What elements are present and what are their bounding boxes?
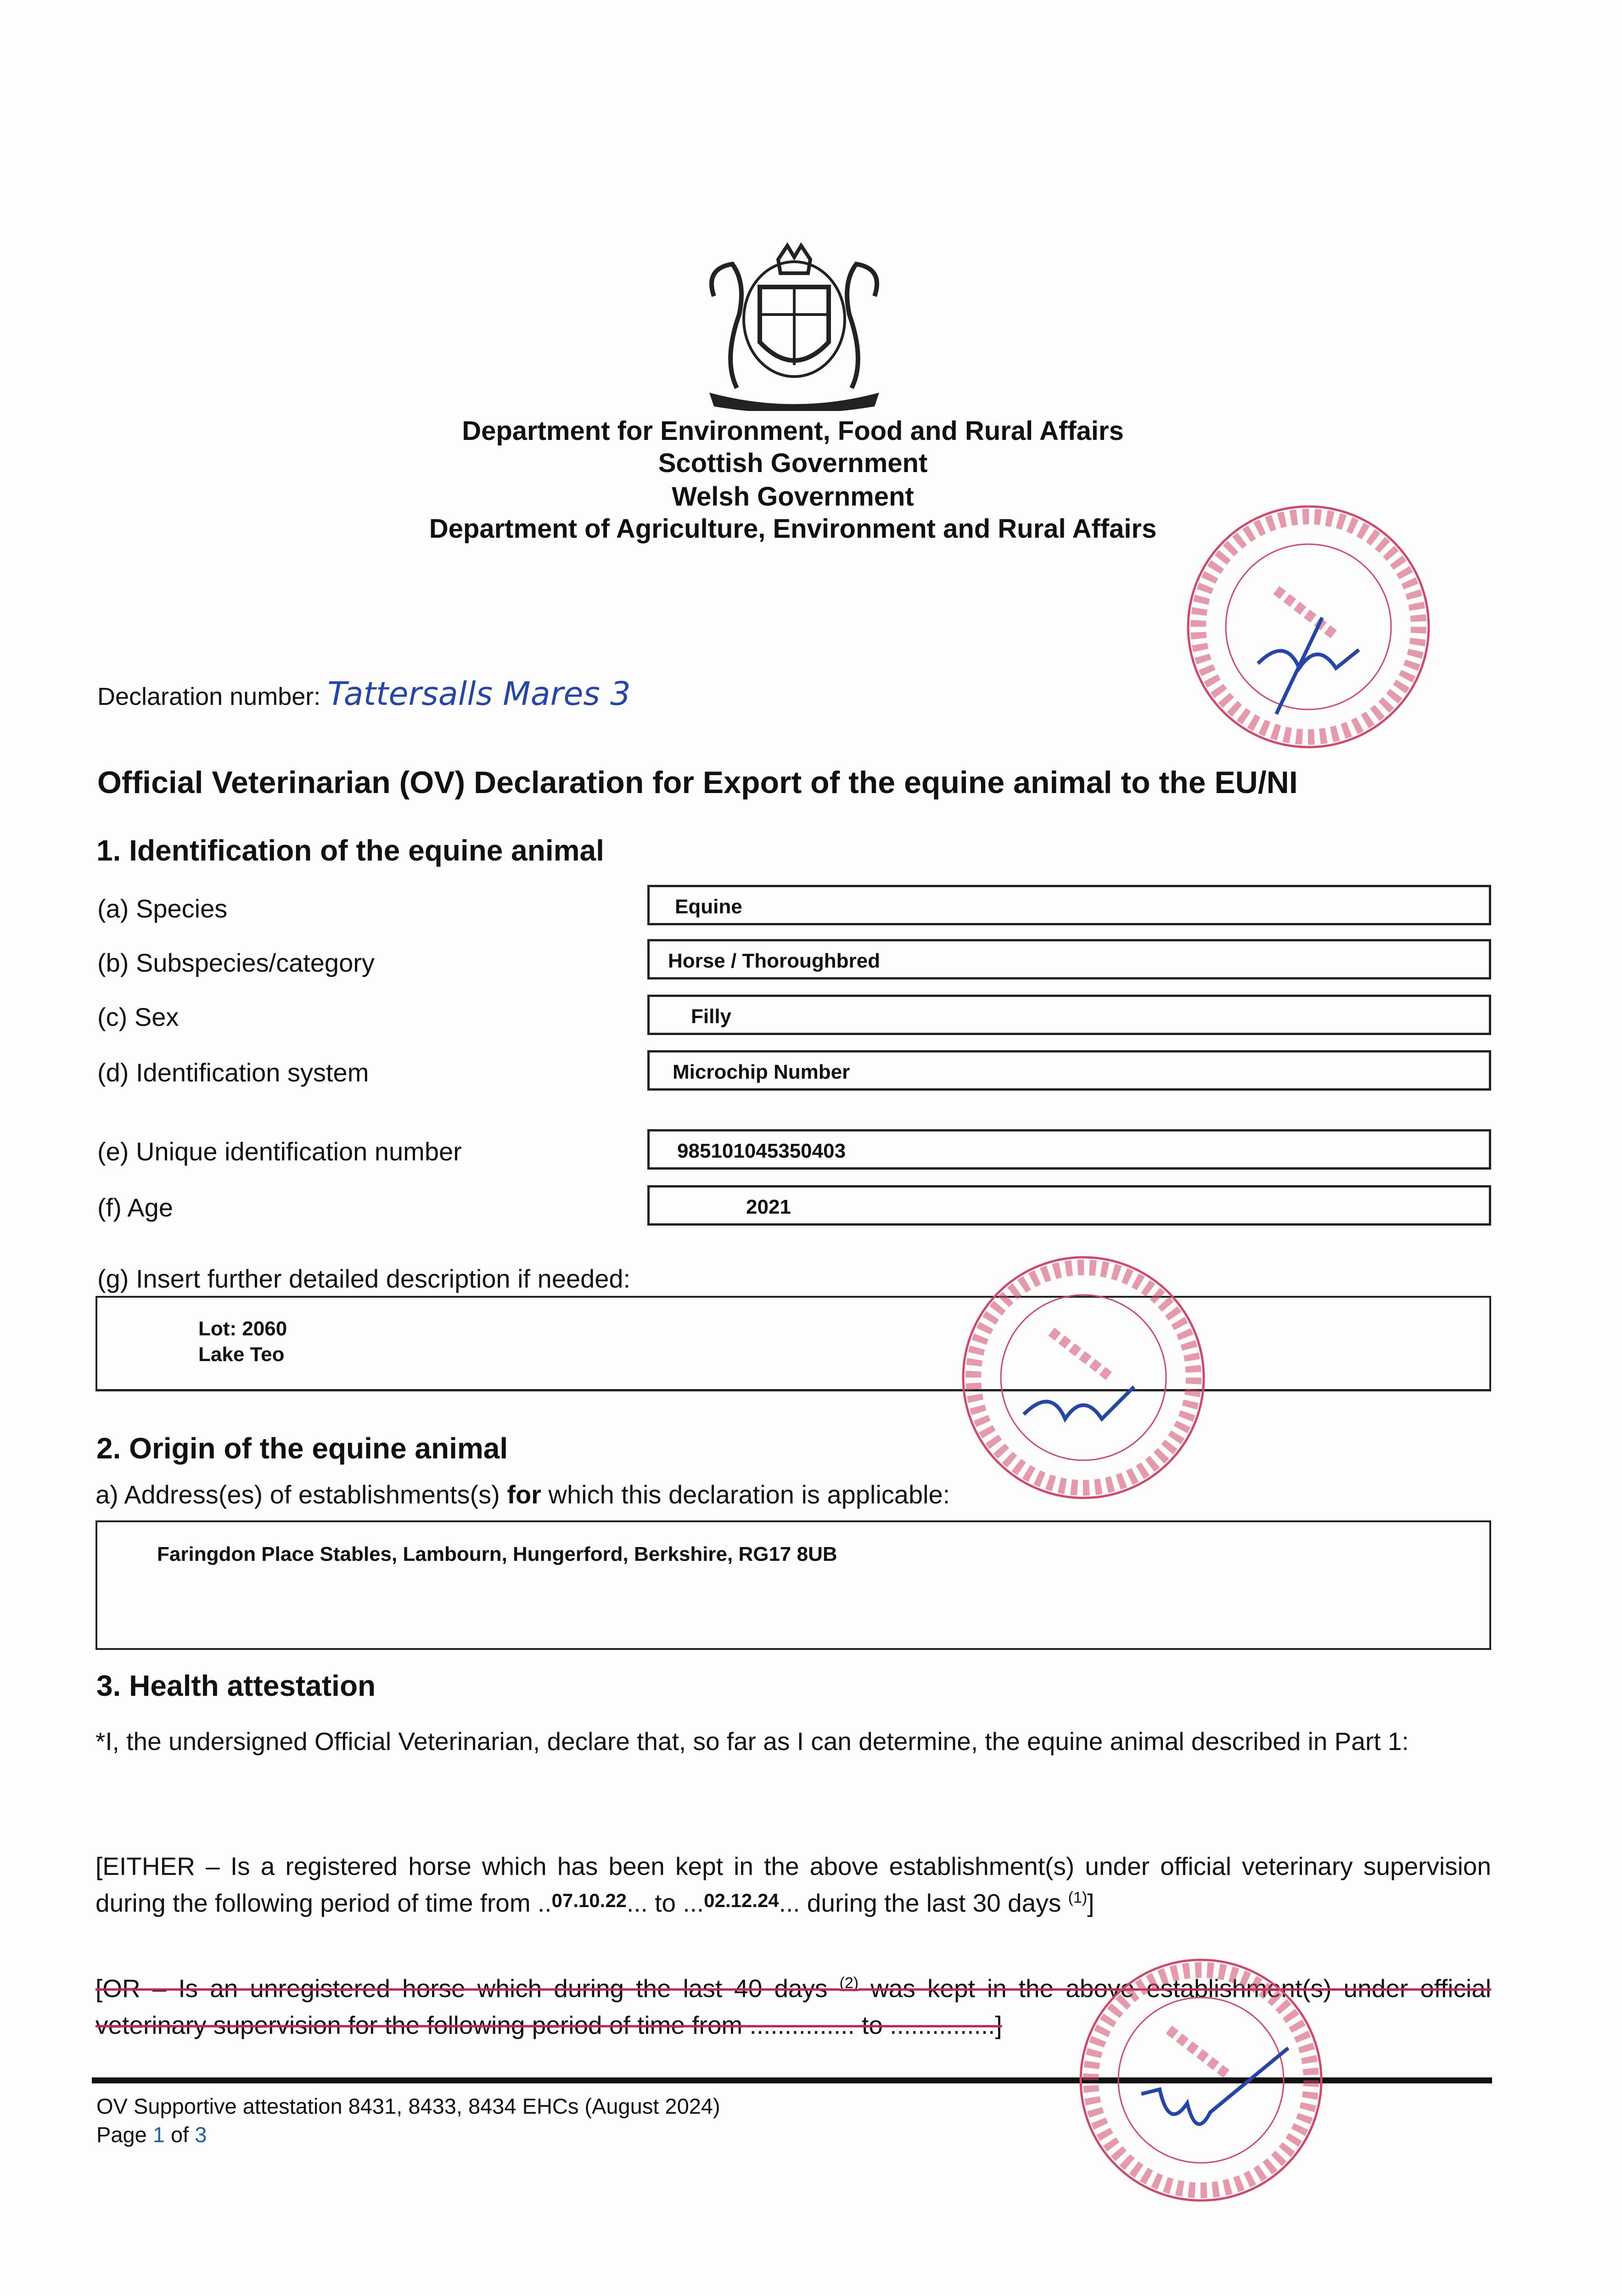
sex-field [647, 995, 1491, 1035]
section-1-heading: 1. Identification of the equine animal [96, 834, 604, 867]
either-end: ] [1087, 1889, 1094, 1917]
address-label-post: which this declaration is applicable: [541, 1480, 950, 1509]
species-field [647, 885, 1491, 925]
declaration-number [97, 675, 631, 713]
either-to: ... to ... [627, 1889, 704, 1917]
royal-coat-of-arms-logo [696, 241, 893, 411]
document-title: Official Veterinarian (OV) Declaration for Export of the equine animal to the EU/NI [97, 765, 1298, 800]
species-label: (a) Species [97, 894, 228, 923]
establishment-address: Faringdon Place Stables, Lambourn, Hungerford, Berkshire, RG17 8UB [157, 1543, 837, 1565]
attestation-intro: *I, the undersigned Official Veterinarian, declare that, so far as I can determine, the equine animal described in Part 1: [95, 1727, 1409, 1756]
page-prefix: Page [96, 2122, 153, 2147]
sex-label: (c) Sex [97, 1002, 179, 1031]
footer-divider [92, 2077, 1492, 2083]
or-text-2: was kept in the above establishment(s) under official veterinary supervision for the following period of time from ............... to ...............] [95, 1974, 1491, 2039]
age-field [647, 1185, 1491, 1226]
footer [96, 2092, 720, 2149]
further-description-label: (g) Insert further detailed description if needed: [97, 1264, 631, 1293]
section-2-heading: 2. Origin of the equine animal [96, 1432, 508, 1465]
address-label-bold: for [507, 1480, 541, 1509]
current-page: 1 [152, 2122, 165, 2147]
uid-value: 985101045350403 [677, 1140, 846, 1162]
subspecies-value: Horse / Thoroughbred [668, 950, 880, 972]
declaration-number-label: Declaration number: [97, 683, 321, 710]
identification-system-value: Microchip Number [673, 1061, 850, 1083]
lot-number: Lot: 2060 [198, 1317, 287, 1340]
address-box [95, 1520, 1491, 1650]
to-date: 02.12.24 [704, 1890, 779, 1911]
age-value: 2021 [746, 1196, 791, 1218]
declaration-number-value: Tattersalls Mares 3 [327, 675, 631, 713]
from-date: 07.10.22 [551, 1890, 627, 1911]
department-daera: Department of Agriculture, Environment and Rural Affairs [429, 514, 1157, 544]
either-days: ... during the last 30 days [779, 1889, 1068, 1917]
identification-system-label: (d) Identification system [97, 1058, 369, 1087]
page-of: of [164, 2122, 195, 2147]
subspecies-field [647, 939, 1491, 979]
subspecies-label: (b) Subspecies/category [97, 948, 375, 977]
or-clause-struck [95, 1970, 1491, 2043]
department-scottish-government: Scottish Government [658, 448, 928, 478]
address-label-pre: a) Address(es) of establishments(s) [95, 1480, 507, 1509]
footnote-1-ref: (1) [1068, 1889, 1088, 1907]
footnote-2-ref: (2) [839, 1974, 859, 1992]
address-label [95, 1480, 950, 1509]
footer-reference: OV Supportive attestation 8431, 8433, 8434 EHCs (August 2024) [96, 2094, 720, 2118]
further-description-box [95, 1296, 1491, 1391]
total-pages: 3 [195, 2122, 207, 2147]
department-welsh-government: Welsh Government [672, 482, 914, 512]
identification-system-field [647, 1050, 1491, 1091]
or-text: [OR – Is an unregistered horse which during the last 40 days [95, 1974, 840, 2003]
page-number [96, 2121, 720, 2149]
age-label: (f) Age [97, 1193, 173, 1222]
species-value: Equine [675, 895, 742, 918]
either-text: [EITHER – Is a registered horse which has been kept in the above establishment(s) under official veterinary supervision during the following period of time from .. [95, 1852, 1491, 1917]
sex-value: Filly [691, 1005, 732, 1028]
section-3-heading: 3. Health attestation [96, 1669, 376, 1702]
either-clause [95, 1848, 1491, 1924]
horse-name: Lake Teo [198, 1343, 285, 1366]
uid-label: (e) Unique identification number [97, 1137, 462, 1166]
uid-field [647, 1129, 1491, 1170]
department-defra: Department for Environment, Food and Rural Affairs [462, 416, 1124, 446]
